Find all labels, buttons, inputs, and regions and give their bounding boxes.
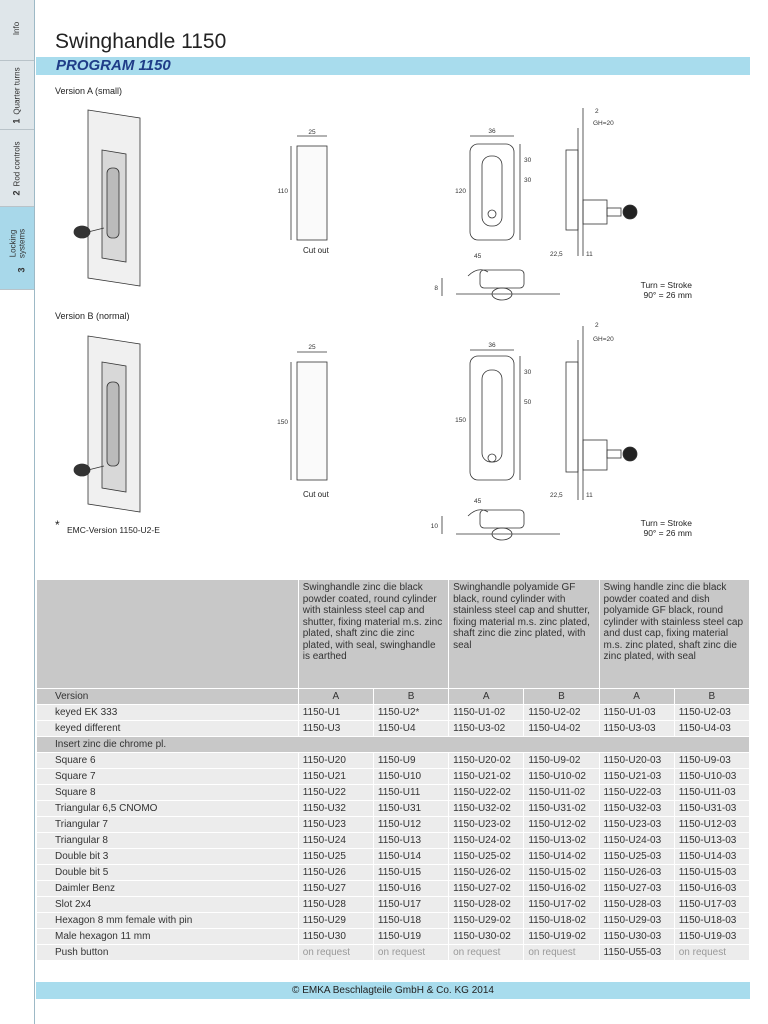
article-number-cell: 1150-U25 [298,849,373,865]
product-table [36,579,750,961]
article-number-cell: 1150-U21-02 [449,769,524,785]
row-label: Double bit 3 [37,849,299,865]
article-number-cell: 1150-U30 [298,929,373,945]
side-tab-quarter-turns[interactable]: 1Quarter turns [0,61,34,130]
article-number-cell: 1150-U23-02 [449,817,524,833]
emc-version-note: EMC-Version 1150-U2-E [67,525,160,535]
article-number-cell: 1150-U24 [298,833,373,849]
article-number-cell: 1150-U9 [373,753,448,769]
article-number-cell: 1150-U9-02 [524,753,599,769]
article-number-cell: 1150-U32 [298,801,373,817]
turn-stroke-b: Turn = Stroke 90° = 26 mm [640,518,692,538]
article-number-cell: 1150-U31-02 [524,801,599,817]
article-number-cell: 1150-U2-03 [674,705,749,721]
article-number-cell: 1150-U27-02 [449,881,524,897]
article-number-cell: on request [524,945,599,961]
table-row [37,897,750,913]
article-number-cell: 1150-U10 [373,769,448,785]
article-number-cell: 1150-U15-02 [524,865,599,881]
dim-gh-b: GH=20 [593,336,614,343]
article-number-cell: 1150-U4-02 [524,721,599,737]
article-number-cell: 1150-U1-02 [449,705,524,721]
header-col-polyamide: Swinghandle polyamide GF black, round cylinder with stainless steel cap and shutter, fixing material m.s. zinc plated, shaft zinc die zinc plated, with seal [449,580,599,689]
turn-stroke-a: Turn = Stroke 90° = 26 mm [640,280,692,300]
article-number-cell: 1150-U2* [373,705,448,721]
article-number-cell: 1150-U15-03 [674,865,749,881]
version-b-label: Version B (normal) [55,311,130,321]
article-number-cell: 1150-U18-02 [524,913,599,929]
row-label: Triangular 7 [37,817,299,833]
article-number-cell: 1150-U31-03 [674,801,749,817]
row-label: Slot 2x4 [37,897,299,913]
article-number-cell: 1150-U3-02 [449,721,524,737]
dim-h50: 50 [524,399,532,406]
article-number-cell: 1150-U30-02 [449,929,524,945]
article-number-cell: 1150-U13-02 [524,833,599,849]
article-number-cell: 1150-U1-03 [599,705,674,721]
cut-out-label-a: Cut out [303,246,329,255]
article-number-cell: 1150-U20 [298,753,373,769]
row-label: keyed different [37,721,299,737]
table-row [37,865,750,881]
article-number-cell: 1150-U22-02 [449,785,524,801]
dim-h30-top: 30 [524,157,532,164]
article-number-cell: 1150-U30-03 [599,929,674,945]
article-number-cell: 1150-U22-03 [599,785,674,801]
article-number-cell: 1150-U10-03 [674,769,749,785]
table-row [37,833,750,849]
table-row [37,929,750,945]
version-b-cutout-drawing [291,352,327,480]
article-number-cell: 1150-U4-03 [674,721,749,737]
table-row [37,769,750,785]
article-number-cell: 1150-U27-03 [599,881,674,897]
table-row [37,801,750,817]
article-number-cell: 1150-U16-03 [674,881,749,897]
article-number-cell: 1150-U19-03 [674,929,749,945]
article-number-cell: 1150-U19 [373,929,448,945]
section-row: Insert zinc die chrome pl. [37,737,750,753]
footer: © EMKA Beschlagteile GmbH & Co. KG 2014 [36,982,750,999]
table-row [37,913,750,929]
dim-d2-a: 2 [595,108,599,115]
article-number-cell: 1150-U27 [298,881,373,897]
header-col-dish: Swing handle zinc die black powder coated and dish polyamide GF black, round cylinder with stainless steel cap and dust cap, fixing material m.s. zinc plated, shaft zinc die zinc plated, with seal [599,580,749,689]
article-number-cell: 1150-U17-02 [524,897,599,913]
article-number-cell: 1150-U20-03 [599,753,674,769]
version-a-perspective-image [74,110,140,286]
article-number-cell: 1150-U19-02 [524,929,599,945]
dim-h150-cutout: 150 [277,419,288,426]
emc-asterisk: * [55,518,60,532]
article-number-cell: 1150-U14-02 [524,849,599,865]
article-number-cell: 1150-U12 [373,817,448,833]
side-tab-rod-controls[interactable]: 2Rod controls [0,130,34,207]
dim-h30-bottom: 30 [524,177,532,184]
article-number-cell: 1150-U28-02 [449,897,524,913]
page-title: Swinghandle 1150 [55,30,227,53]
table-row [37,721,750,737]
article-number-cell: 1150-U1 [298,705,373,721]
article-number-cell: 1150-U16-02 [524,881,599,897]
dim-w36-b: 36 [488,342,496,349]
version-row: Version A B A B A B [37,689,750,705]
dim-d45-b: 45 [474,498,482,505]
article-number-cell: 1150-U11-03 [674,785,749,801]
row-label: Square 8 [37,785,299,801]
table-row [37,785,750,801]
version-a-bottom-drawing [442,270,560,300]
table-row [37,945,750,961]
article-number-cell: 1150-U2-02 [524,705,599,721]
version-b-side-drawing [566,326,637,500]
dim-d8: 8 [434,285,438,292]
article-number-cell: 1150-U32-02 [449,801,524,817]
version-a-side-drawing [566,108,637,256]
dim-w25-b: 25 [308,344,316,351]
article-number-cell: 1150-U15 [373,865,448,881]
row-label: Hexagon 8 mm female with pin [37,913,299,929]
side-tab-locking-systems[interactable]: 3Locking systems [0,207,34,290]
dim-w25-a: 25 [308,129,316,136]
article-number-cell: 1150-U16 [373,881,448,897]
article-number-cell: 1150-U25-03 [599,849,674,865]
row-label: Triangular 6,5 CNOMO [37,801,299,817]
article-number-cell: 1150-U32-03 [599,801,674,817]
side-tab-info[interactable]: Info [0,0,34,61]
article-number-cell: 1150-U12-02 [524,817,599,833]
article-number-cell: 1150-U28 [298,897,373,913]
dim-h120: 120 [455,188,466,195]
dim-h110: 110 [277,188,288,195]
row-label: keyed EK 333 [37,705,299,721]
article-number-cell: 1150-U18-03 [674,913,749,929]
dim-w36-a: 36 [488,128,496,135]
article-number-cell: 1150-U11 [373,785,448,801]
dim-d45-a: 45 [474,253,482,260]
row-label: Triangular 8 [37,833,299,849]
row-label: Push button [37,945,299,961]
article-number-cell: 1150-U13 [373,833,448,849]
program-title: PROGRAM 1150 [56,57,171,74]
table-row [37,705,750,721]
article-number-cell: on request [674,945,749,961]
article-number-cell: on request [449,945,524,961]
article-number-cell: 1150-U3 [298,721,373,737]
version-a-label: Version A (small) [55,86,123,96]
article-number-cell: on request [298,945,373,961]
article-number-cell: 1150-U29-02 [449,913,524,929]
article-number-cell: 1150-U31 [373,801,448,817]
version-b-bottom-drawing [442,510,560,540]
dim-d225-b: 22,5 [550,492,563,499]
version-b-front-drawing [470,350,520,480]
article-number-cell: 1150-U26-02 [449,865,524,881]
article-number-cell: 1150-U20-02 [449,753,524,769]
article-number-cell: 1150-U17 [373,897,448,913]
article-number-cell: 1150-U26 [298,865,373,881]
row-label: Daimler Benz [37,881,299,897]
table-header-row [37,580,750,689]
article-number-cell: 1150-U24-03 [599,833,674,849]
table-row [37,881,750,897]
table-row [37,849,750,865]
article-number-cell: 1150-U14 [373,849,448,865]
article-number-cell: 1150-U9-03 [674,753,749,769]
article-number-cell: 1150-U21-03 [599,769,674,785]
article-number-cell: 1150-U26-03 [599,865,674,881]
article-number-cell: 1150-U29-03 [599,913,674,929]
article-number-cell: 1150-U11-02 [524,785,599,801]
article-number-cell: 1150-U4 [373,721,448,737]
article-number-cell: 1150-U18 [373,913,448,929]
dim-d11-b: 11 [586,492,593,499]
dim-d11-a: 11 [586,251,593,258]
row-label: Double bit 5 [37,865,299,881]
cut-out-label-b: Cut out [303,490,329,499]
article-number-cell: 1150-U28-03 [599,897,674,913]
article-number-cell: 1150-U21 [298,769,373,785]
article-number-cell: 1150-U29 [298,913,373,929]
article-number-cell: 1150-U13-03 [674,833,749,849]
row-label: Square 7 [37,769,299,785]
article-number-cell: 1150-U23 [298,817,373,833]
article-number-cell: 1150-U23-03 [599,817,674,833]
version-a-cutout-drawing [291,136,327,240]
dim-d10: 10 [430,523,438,530]
article-number-cell: 1150-U25-02 [449,849,524,865]
article-number-cell: 1150-U55-03 [599,945,674,961]
article-number-cell: 1150-U14-03 [674,849,749,865]
table-row [37,817,750,833]
dim-h30-b: 30 [524,369,532,376]
dim-gh-a: GH=20 [593,120,614,127]
header-col-zinc: Swinghandle zinc die black powder coated, round cylinder with stainless steel cap and shutter, fixing material m.s. zinc plated, shaft zinc die zinc plated, with seal, swinghandle is earthed [298,580,448,689]
article-number-cell: 1150-U12-03 [674,817,749,833]
article-number-cell: 1150-U22 [298,785,373,801]
row-label: Square 6 [37,753,299,769]
row-label: Male hexagon 11 mm [37,929,299,945]
article-number-cell: 1150-U3-03 [599,721,674,737]
article-number-cell: 1150-U17-03 [674,897,749,913]
version-b-perspective-image [74,336,140,512]
dim-d225-a: 22,5 [550,251,563,258]
article-number-cell: 1150-U24-02 [449,833,524,849]
version-a-front-drawing [470,136,520,240]
article-number-cell: 1150-U10-02 [524,769,599,785]
dim-d2-b: 2 [595,322,599,329]
article-number-cell: on request [373,945,448,961]
table-row [37,753,750,769]
dim-h150-front: 150 [455,417,466,424]
